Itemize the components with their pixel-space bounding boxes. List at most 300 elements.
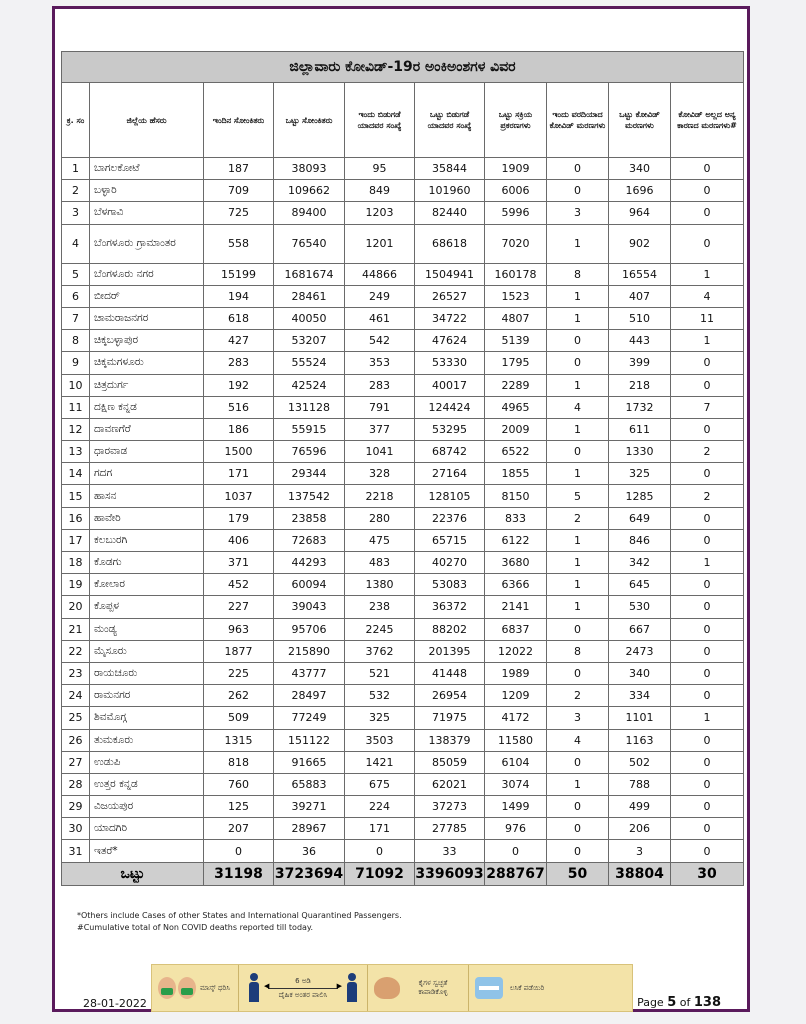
- total-value-cell: 71092: [345, 862, 415, 885]
- value-cell: 5139: [485, 330, 547, 352]
- value-cell: 218: [609, 374, 671, 396]
- column-header: ಒಟ್ಟು ಸಕ್ರಿಯ ಪ್ರಕರಣಗಳು: [485, 83, 547, 158]
- value-cell: 4172: [485, 707, 547, 729]
- value-cell: 8: [547, 640, 609, 662]
- value-cell: 6522: [485, 441, 547, 463]
- serial-number-cell: 1: [62, 158, 90, 180]
- report-page: [52, 6, 750, 1012]
- value-cell: 71975: [415, 707, 485, 729]
- value-cell: 1732: [609, 396, 671, 418]
- washing-hands-icon: [374, 977, 400, 999]
- table-row: [62, 418, 744, 440]
- value-cell: 709: [204, 180, 274, 202]
- value-cell: 0: [671, 529, 744, 551]
- total-label-cell: ಒಟ್ಟು: [62, 862, 204, 885]
- value-cell: 1041: [345, 441, 415, 463]
- value-cell: 427: [204, 330, 274, 352]
- value-cell: 4807: [485, 307, 547, 329]
- value-cell: 125: [204, 796, 274, 818]
- value-cell: 0: [671, 463, 744, 485]
- value-cell: 47624: [415, 330, 485, 352]
- serial-number-cell: 2: [62, 180, 90, 202]
- table-row: [62, 840, 744, 862]
- value-cell: 7020: [485, 224, 547, 263]
- value-cell: 38093: [274, 158, 345, 180]
- value-cell: 6104: [485, 751, 547, 773]
- value-cell: 109662: [274, 180, 345, 202]
- table-row: [62, 773, 744, 795]
- table-row: [62, 374, 744, 396]
- value-cell: 53330: [415, 352, 485, 374]
- value-cell: 334: [609, 685, 671, 707]
- table-row: [62, 507, 744, 529]
- value-cell: 2: [671, 441, 744, 463]
- value-cell: 151122: [274, 729, 345, 751]
- serial-number-cell: 23: [62, 662, 90, 684]
- value-cell: 833: [485, 507, 547, 529]
- value-cell: 280: [345, 507, 415, 529]
- value-cell: 27164: [415, 463, 485, 485]
- value-cell: 72683: [274, 529, 345, 551]
- value-cell: 2289: [485, 374, 547, 396]
- value-cell: 1315: [204, 729, 274, 751]
- value-cell: 0: [547, 330, 609, 352]
- value-cell: 1: [547, 574, 609, 596]
- value-cell: 0: [547, 158, 609, 180]
- value-cell: 215890: [274, 640, 345, 662]
- value-cell: 55915: [274, 418, 345, 440]
- value-cell: 976: [485, 818, 547, 840]
- value-cell: 1101: [609, 707, 671, 729]
- value-cell: 22376: [415, 507, 485, 529]
- value-cell: 238: [345, 596, 415, 618]
- value-cell: 2473: [609, 640, 671, 662]
- value-cell: 342: [609, 552, 671, 574]
- value-cell: 91665: [274, 751, 345, 773]
- value-cell: 28967: [274, 818, 345, 840]
- serial-number-cell: 5: [62, 263, 90, 285]
- value-cell: 192: [204, 374, 274, 396]
- serial-number-cell: 7: [62, 307, 90, 329]
- table-header-row: [62, 83, 744, 158]
- value-cell: 29344: [274, 463, 345, 485]
- value-cell: 16554: [609, 263, 671, 285]
- value-cell: 40270: [415, 552, 485, 574]
- value-cell: 6366: [485, 574, 547, 596]
- value-cell: 0: [547, 796, 609, 818]
- value-cell: 1330: [609, 441, 671, 463]
- table-row: [62, 640, 744, 662]
- value-cell: 3680: [485, 552, 547, 574]
- table-title: ಜಿಲ್ಲಾವಾರು ಕೋವಿಡ್-19ರ ಅಂಕಿಅಂಶಗಳ ವಿವರ: [62, 52, 744, 83]
- value-cell: 0: [547, 662, 609, 684]
- value-cell: 1: [671, 330, 744, 352]
- district-name-cell: ಬಾಗಲಕೋಟೆ: [90, 158, 204, 180]
- value-cell: 849: [345, 180, 415, 202]
- value-cell: 44866: [345, 263, 415, 285]
- table-row: [62, 202, 744, 224]
- value-cell: 1877: [204, 640, 274, 662]
- value-cell: 325: [609, 463, 671, 485]
- serial-number-cell: 31: [62, 840, 90, 862]
- value-cell: 62021: [415, 773, 485, 795]
- value-cell: 4965: [485, 396, 547, 418]
- value-cell: 53207: [274, 330, 345, 352]
- value-cell: 26527: [415, 285, 485, 307]
- value-cell: 0: [345, 840, 415, 862]
- vaccine-segment: [469, 965, 553, 1011]
- value-cell: 249: [345, 285, 415, 307]
- value-cell: 340: [609, 158, 671, 180]
- value-cell: 2141: [485, 596, 547, 618]
- value-cell: 5: [547, 485, 609, 507]
- value-cell: 53295: [415, 418, 485, 440]
- table-row: [62, 574, 744, 596]
- serial-number-cell: 29: [62, 796, 90, 818]
- value-cell: 283: [345, 374, 415, 396]
- value-cell: 1: [547, 773, 609, 795]
- value-cell: 516: [204, 396, 274, 418]
- value-cell: 0: [671, 751, 744, 773]
- value-cell: 137542: [274, 485, 345, 507]
- serial-number-cell: 17: [62, 529, 90, 551]
- value-cell: 1: [547, 224, 609, 263]
- value-cell: 328: [345, 463, 415, 485]
- value-cell: 846: [609, 529, 671, 551]
- value-cell: 1681674: [274, 263, 345, 285]
- value-cell: 1499: [485, 796, 547, 818]
- distance-text: ದೈಹಿಕ ಅಂತರ ಪಾಲಿಸಿ: [278, 990, 328, 999]
- value-cell: 452: [204, 574, 274, 596]
- value-cell: 0: [671, 685, 744, 707]
- value-cell: 1: [547, 463, 609, 485]
- mask-text: ಮಾಸ್ಕ್ ಧರಿಸಿ: [200, 983, 230, 992]
- district-name-cell: ರಾಯಚೂರು: [90, 662, 204, 684]
- value-cell: 1203: [345, 202, 415, 224]
- value-cell: 1989: [485, 662, 547, 684]
- district-name-cell: ಬೆಂಗಳೂರು ಗ್ರಾಮಾಂತರ: [90, 224, 204, 263]
- value-cell: 1: [671, 707, 744, 729]
- table-row: [62, 352, 744, 374]
- value-cell: 3: [547, 707, 609, 729]
- value-cell: 0: [671, 596, 744, 618]
- value-cell: 0: [547, 840, 609, 862]
- value-cell: 1: [547, 285, 609, 307]
- district-name-cell: ಕೊಡಗು: [90, 552, 204, 574]
- table-row: [62, 224, 744, 263]
- table-row: [62, 529, 744, 551]
- value-cell: 53083: [415, 574, 485, 596]
- table-total-row: [62, 862, 744, 885]
- value-cell: 1209: [485, 685, 547, 707]
- hand-hygiene-segment: [368, 965, 469, 1011]
- district-name-cell: ಕೋಲಾರ: [90, 574, 204, 596]
- distance-value: 6 ಅಡಿ: [295, 976, 311, 985]
- value-cell: 8150: [485, 485, 547, 507]
- serial-number-cell: 6: [62, 285, 90, 307]
- value-cell: 4: [547, 396, 609, 418]
- value-cell: 1285: [609, 485, 671, 507]
- serial-number-cell: 25: [62, 707, 90, 729]
- masked-face-icon: [158, 977, 176, 999]
- district-name-cell: ಇತರೆ*: [90, 840, 204, 862]
- district-name-cell: ಧಾರವಾಡ: [90, 441, 204, 463]
- value-cell: 475: [345, 529, 415, 551]
- mask-segment: [152, 965, 239, 1011]
- district-name-cell: ರಾಮನಗರ: [90, 685, 204, 707]
- district-covid-table-wrapper: [61, 51, 743, 886]
- value-cell: 0: [671, 507, 744, 529]
- total-value-cell: 38804: [609, 862, 671, 885]
- value-cell: 3: [547, 202, 609, 224]
- serial-number-cell: 3: [62, 202, 90, 224]
- value-cell: 340: [609, 662, 671, 684]
- person-icon: [249, 973, 259, 1003]
- value-cell: 542: [345, 330, 415, 352]
- district-name-cell: ಉಡುಪಿ: [90, 751, 204, 773]
- masked-face-icon: [178, 977, 196, 999]
- value-cell: 0: [485, 840, 547, 862]
- value-cell: 675: [345, 773, 415, 795]
- table-row: [62, 263, 744, 285]
- value-cell: 0: [671, 418, 744, 440]
- value-cell: 461: [345, 307, 415, 329]
- value-cell: 407: [609, 285, 671, 307]
- value-cell: 1380: [345, 574, 415, 596]
- value-cell: 171: [204, 463, 274, 485]
- value-cell: 0: [671, 180, 744, 202]
- value-cell: 68742: [415, 441, 485, 463]
- district-name-cell: ಬೆಂಗಳೂರು ನಗರ: [90, 263, 204, 285]
- value-cell: 2009: [485, 418, 547, 440]
- value-cell: 8: [547, 263, 609, 285]
- value-cell: 509: [204, 707, 274, 729]
- column-header: ಒಟ್ಟು ಸೋಂಕಿತರು: [274, 83, 345, 158]
- hand-hygiene-text: ಕೈಗಳ ಸ್ವಚ್ಛತೆ ಕಾಪಾಡಿಕೊಳ್ಳಿ: [418, 979, 448, 996]
- table-row: [62, 729, 744, 751]
- value-cell: 667: [609, 618, 671, 640]
- total-value-cell: 30: [671, 862, 744, 885]
- value-cell: 558: [204, 224, 274, 263]
- value-cell: 44293: [274, 552, 345, 574]
- value-cell: 0: [671, 662, 744, 684]
- value-cell: 55524: [274, 352, 345, 374]
- value-cell: 68618: [415, 224, 485, 263]
- value-cell: 0: [671, 729, 744, 751]
- district-name-cell: ಚಿಕ್ಕಬಳ್ಳಾಪುರ: [90, 330, 204, 352]
- value-cell: 530: [609, 596, 671, 618]
- serial-number-cell: 26: [62, 729, 90, 751]
- value-cell: 11580: [485, 729, 547, 751]
- page-label: Page: [637, 996, 664, 1009]
- value-cell: 36: [274, 840, 345, 862]
- table-body: [62, 158, 744, 863]
- value-cell: 4: [671, 285, 744, 307]
- table-row: [62, 818, 744, 840]
- serial-number-cell: 21: [62, 618, 90, 640]
- person-icon: [347, 973, 357, 1003]
- district-name-cell: ಚಿತ್ರದುರ್ಗ: [90, 374, 204, 396]
- district-name-cell: ಶಿವಮೊಗ್ಗ: [90, 707, 204, 729]
- value-cell: 0: [547, 618, 609, 640]
- serial-number-cell: 14: [62, 463, 90, 485]
- value-cell: 0: [671, 796, 744, 818]
- value-cell: 788: [609, 773, 671, 795]
- value-cell: 0: [547, 441, 609, 463]
- value-cell: 5996: [485, 202, 547, 224]
- value-cell: 1909: [485, 158, 547, 180]
- district-name-cell: ಬಳ್ಳಾರಿ: [90, 180, 204, 202]
- value-cell: 89400: [274, 202, 345, 224]
- value-cell: 101960: [415, 180, 485, 202]
- table-row: [62, 796, 744, 818]
- serial-number-cell: 4: [62, 224, 90, 263]
- column-header: ಇಂದು ಬಿಡುಗಡೆ ಯಾದವರ ಸಂಖ್ಯೆ: [345, 83, 415, 158]
- value-cell: 0: [547, 818, 609, 840]
- serial-number-cell: 30: [62, 818, 90, 840]
- value-cell: 1696: [609, 180, 671, 202]
- table-row: [62, 285, 744, 307]
- value-cell: 1504941: [415, 263, 485, 285]
- value-cell: 725: [204, 202, 274, 224]
- value-cell: 40050: [274, 307, 345, 329]
- vaccine-text: ಲಸಿಕೆ ಪಡೆಯಿರಿ: [509, 983, 545, 992]
- value-cell: 207: [204, 818, 274, 840]
- value-cell: 0: [204, 840, 274, 862]
- district-name-cell: ತುಮಕೂರು: [90, 729, 204, 751]
- district-name-cell: ಹಾಸನ: [90, 485, 204, 507]
- serial-number-cell: 24: [62, 685, 90, 707]
- district-name-cell: ಚಾಮರಾಜನಗರ: [90, 307, 204, 329]
- value-cell: 2: [547, 685, 609, 707]
- value-cell: 224: [345, 796, 415, 818]
- value-cell: 11: [671, 307, 744, 329]
- value-cell: 33: [415, 840, 485, 862]
- value-cell: 95: [345, 158, 415, 180]
- footnote-cumulative: #Cumulative total of Non COVID deaths reported till today.: [77, 923, 314, 932]
- value-cell: 23858: [274, 507, 345, 529]
- value-cell: 0: [547, 352, 609, 374]
- column-header: ಒಟ್ಟು ಕೋವಿಡ್ ಮರಣಗಳು: [609, 83, 671, 158]
- value-cell: 611: [609, 418, 671, 440]
- value-cell: 206: [609, 818, 671, 840]
- value-cell: 138379: [415, 729, 485, 751]
- value-cell: 1201: [345, 224, 415, 263]
- value-cell: 124424: [415, 396, 485, 418]
- value-cell: 1: [547, 596, 609, 618]
- serial-number-cell: 15: [62, 485, 90, 507]
- page-total: 138: [693, 995, 721, 1010]
- value-cell: 618: [204, 307, 274, 329]
- district-name-cell: ದಾವಣಗೆರೆ: [90, 418, 204, 440]
- value-cell: 36372: [415, 596, 485, 618]
- value-cell: 3074: [485, 773, 547, 795]
- value-cell: 28461: [274, 285, 345, 307]
- total-value-cell: 50: [547, 862, 609, 885]
- value-cell: 12022: [485, 640, 547, 662]
- value-cell: 88202: [415, 618, 485, 640]
- value-cell: 179: [204, 507, 274, 529]
- table-row: [62, 707, 744, 729]
- value-cell: 201395: [415, 640, 485, 662]
- value-cell: 194: [204, 285, 274, 307]
- value-cell: 521: [345, 662, 415, 684]
- value-cell: 6122: [485, 529, 547, 551]
- total-value-cell: 3723694: [274, 862, 345, 885]
- value-cell: 43777: [274, 662, 345, 684]
- serial-number-cell: 20: [62, 596, 90, 618]
- value-cell: 262: [204, 685, 274, 707]
- total-value-cell: 3396093: [415, 862, 485, 885]
- value-cell: 28497: [274, 685, 345, 707]
- distance-segment: [239, 965, 368, 1011]
- value-cell: 1: [547, 529, 609, 551]
- value-cell: 2: [671, 485, 744, 507]
- column-header: ಇಂದು ವರದಿಯಾದ ಕೋವಿಡ್ ಮರಣಗಳು: [547, 83, 609, 158]
- table-row: [62, 485, 744, 507]
- table-row: [62, 685, 744, 707]
- value-cell: 225: [204, 662, 274, 684]
- total-value-cell: 31198: [204, 862, 274, 885]
- value-cell: 3762: [345, 640, 415, 662]
- value-cell: 0: [671, 352, 744, 374]
- value-cell: 0: [671, 840, 744, 862]
- column-header: ಜಿಲ್ಲೆಯ ಹೆಸರು: [90, 83, 204, 158]
- page-of: of: [679, 996, 691, 1009]
- value-cell: 1: [671, 263, 744, 285]
- value-cell: 325: [345, 707, 415, 729]
- value-cell: 532: [345, 685, 415, 707]
- value-cell: 85059: [415, 751, 485, 773]
- value-cell: 227: [204, 596, 274, 618]
- value-cell: 0: [671, 574, 744, 596]
- value-cell: 283: [204, 352, 274, 374]
- serial-number-cell: 28: [62, 773, 90, 795]
- value-cell: 34722: [415, 307, 485, 329]
- value-cell: 399: [609, 352, 671, 374]
- value-cell: 0: [671, 224, 744, 263]
- district-name-cell: ಉತ್ತರ ಕನ್ನಡ: [90, 773, 204, 795]
- value-cell: 1500: [204, 441, 274, 463]
- value-cell: 82440: [415, 202, 485, 224]
- total-value-cell: 288767: [485, 862, 547, 885]
- serial-number-cell: 19: [62, 574, 90, 596]
- value-cell: 186: [204, 418, 274, 440]
- serial-number-cell: 11: [62, 396, 90, 418]
- value-cell: 502: [609, 751, 671, 773]
- value-cell: 6837: [485, 618, 547, 640]
- vaccination-icon: [475, 977, 503, 999]
- district-name-cell: ಬೀದರ್: [90, 285, 204, 307]
- table-row: [62, 307, 744, 329]
- value-cell: 2245: [345, 618, 415, 640]
- table-row: [62, 396, 744, 418]
- value-cell: 35844: [415, 158, 485, 180]
- table-row: [62, 463, 744, 485]
- table-row: [62, 751, 744, 773]
- table-row: [62, 180, 744, 202]
- district-name-cell: ವಿಜಯಪುರ: [90, 796, 204, 818]
- district-name-cell: ಕೊಪ್ಪಳ: [90, 596, 204, 618]
- column-header: ಕ್ರ. ಸಂ: [62, 83, 90, 158]
- value-cell: 443: [609, 330, 671, 352]
- table-row: [62, 552, 744, 574]
- district-name-cell: ಮೈಸೂರು: [90, 640, 204, 662]
- table-row: [62, 662, 744, 684]
- district-name-cell: ಬೆಳಗಾವಿ: [90, 202, 204, 224]
- value-cell: 76540: [274, 224, 345, 263]
- value-cell: 1421: [345, 751, 415, 773]
